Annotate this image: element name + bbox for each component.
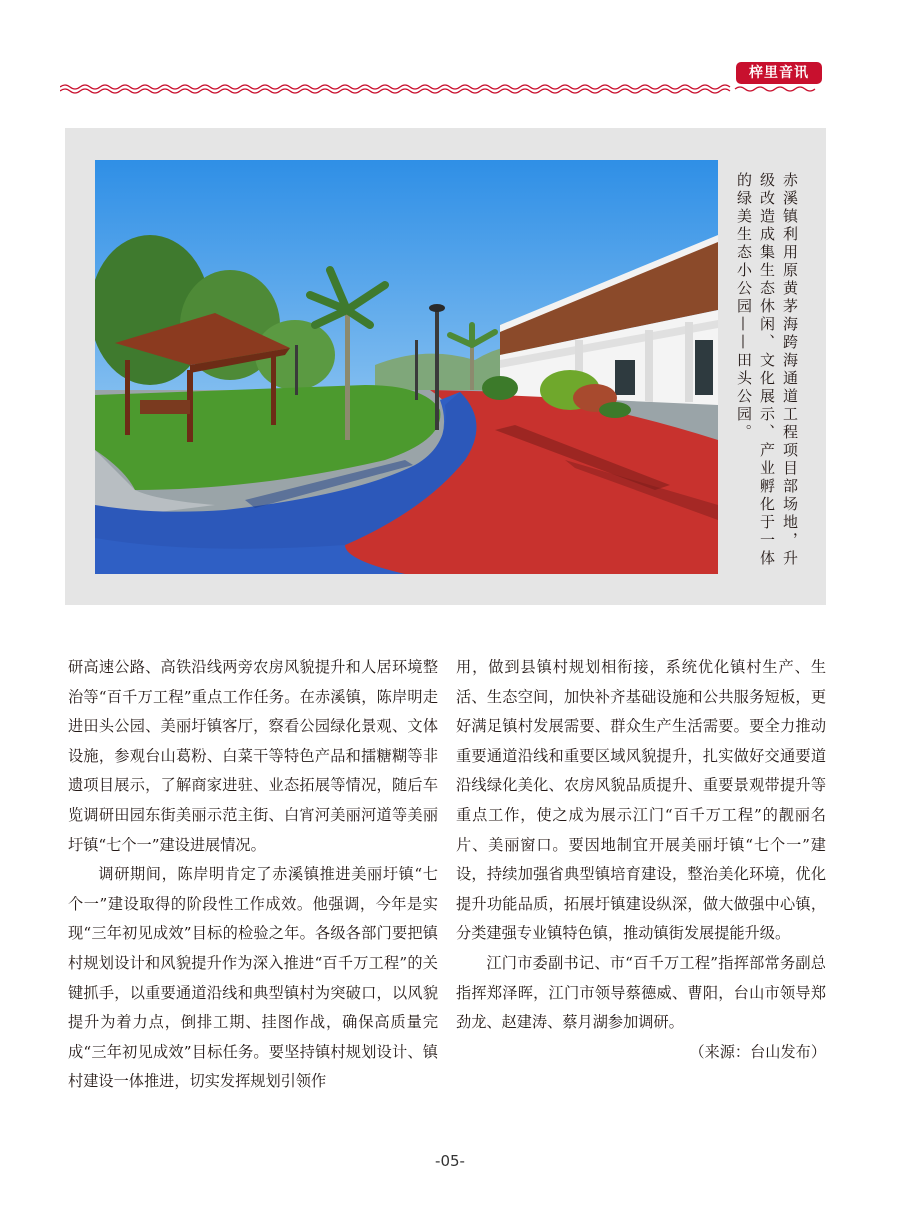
page-number: -05- bbox=[435, 1152, 465, 1170]
article-column-right bbox=[456, 653, 826, 1067]
wavy-divider bbox=[60, 72, 820, 94]
article-paragraph: 研高速公路、高铁沿线两旁农房风貌提升和人居环境整治等“百千万工程”重点工作任务。在赤溪镇，陈岸明走进田头公园、美丽圩镇客厅，察看公园绿化景观、文体设施，参观台山葛粉、白菜干等特色产品和擂糖糊等非遗项目展示，了解商家进驻、业态拓展等情况，随后车览调研田园东街美丽示范主街、白宵河美丽河道等美丽圩镇“七个一”建设进展情况。 bbox=[68, 658, 438, 854]
section-badge: 梓里音讯 bbox=[736, 62, 822, 84]
article-paragraph: 调研期间，陈岸明肯定了赤溪镇推进美丽圩镇“七个一”建设取得的阶段性工作成效。他强调，今年是实现“三年初见成效”目标的检验之年。各级各部门要把镇村规划设计和风貌提升作为深入推进“百千万工程”的关键抓手，以重要通道沿线和典型镇村为突破口，以风貌提升为着力点，倒排工期、挂图作战，确保高质量完成“三年初见成效”目标任务。要坚持镇村规划设计、镇村建设一体推进，切实发挥规划引领作 bbox=[68, 865, 438, 1091]
article-paragraph: 江门市委副书记、市“百千万工程”指挥部常务副总指挥郑泽晖，江门市领导蔡德威、曹阳，台山市领导郑劲龙、赵建涛、蔡月湖参加调研。 bbox=[456, 953, 826, 1032]
park-photo bbox=[95, 160, 718, 574]
article-column-left bbox=[68, 653, 438, 1097]
article-paragraph: 用，做到县镇村规划相衔接，系统优化镇村生产、生活、生态空间，加快补齐基础设施和公共服务短板，更好满足镇村发展需要、群众生产生活需要。要全力推动重要通道沿线和重要区域风貌提升，扎实做好交通要道沿线绿化美化、农房风貌品质提升、重要景观带提升等重点工作，使之成为展示江门“百千万工程”的靓丽名片、美丽窗口。要因地制宜开展美丽圩镇“七个一”建设，持续加强省典型镇培育建设，整治美化环境，优化提升功能品质，拓展圩镇建设纵深，做大做强中心镇，分类建强专业镇特色镇，推动镇街发展提能升级。 bbox=[456, 658, 826, 943]
photo-caption: 赤溪镇利用原黄茅海跨海通道工程项目部场地，升级改造成集生态休闲、文化展示、产业孵化于一体的绿美生态小公园——田头公园。 bbox=[735, 172, 799, 568]
article-source: （来源：台山发布） bbox=[689, 1042, 826, 1061]
